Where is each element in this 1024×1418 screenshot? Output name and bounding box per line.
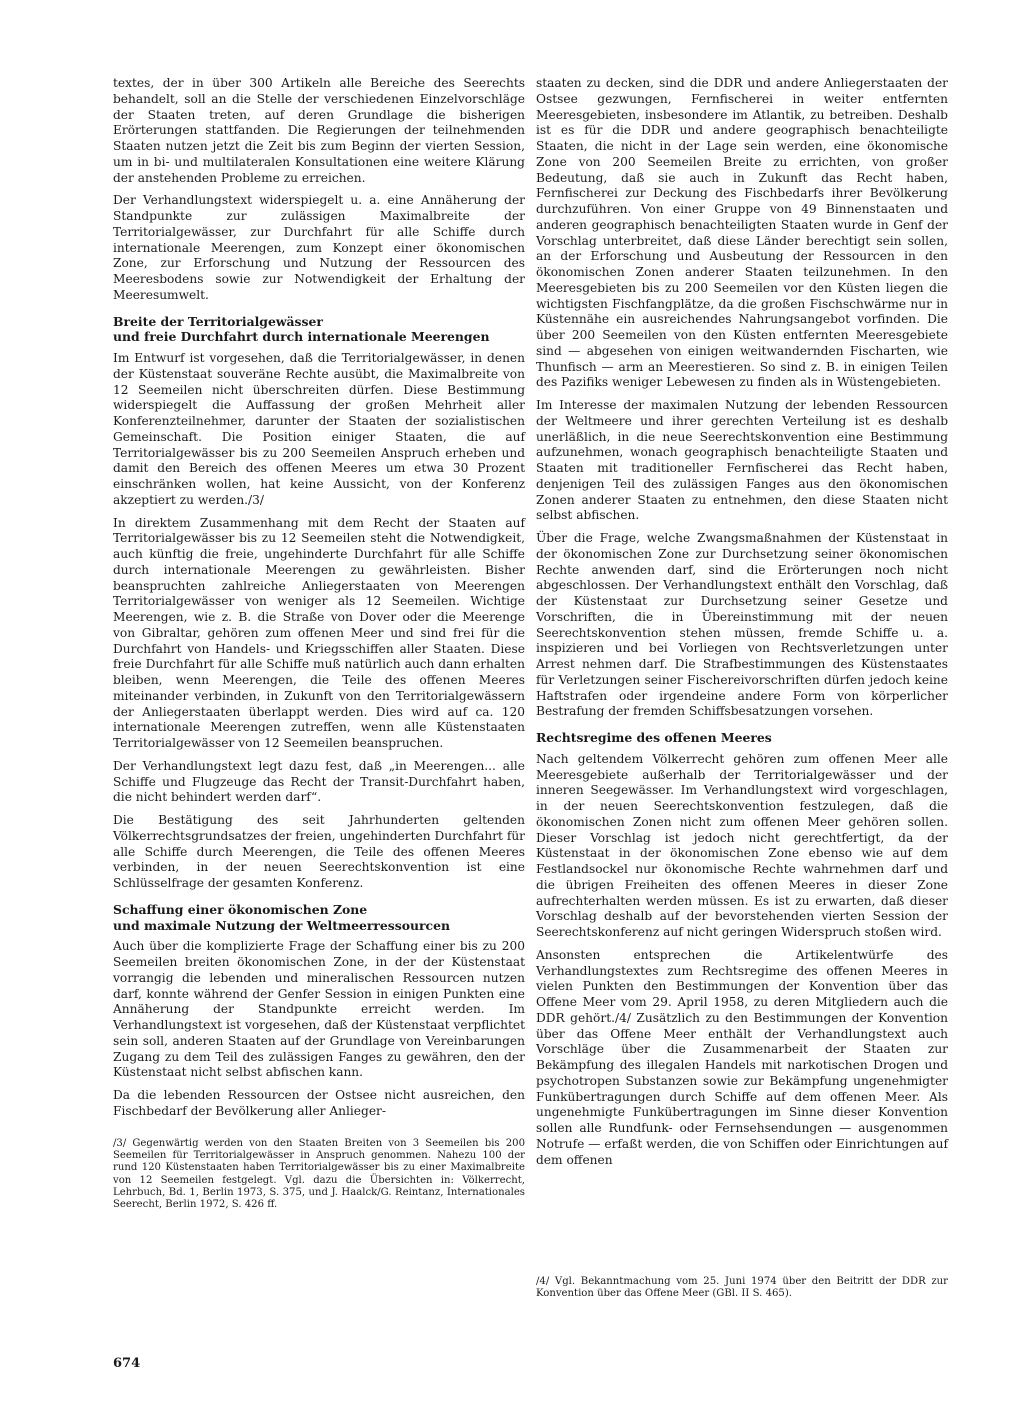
paragraph: Auch über die komplizierte Frage der Schaffung einer bis zu 200 Seemeilen breiten ökonomischen Zone, in der der Küstenstaat vorrangig die lebenden und mineralischen Ressourcen nutzen darf, konnte während der Genfer Session in einigen Punkten eine Annäherung der Standpunkte erreicht werden. Im Verhandlungstext ist vorgesehen, daß der Küstenstaat verpflichtet sein soll, anderen Staaten auf der Grundlage von Vereinbarungen Zugang zu dem Teil des zulässigen Fanges zu gewähren, den der Küstenstaat nicht selbst abfischen kann. [113,939,525,1080]
paragraph: Der Verhandlungstext widerspiegelt u. a. eine Annäherung der Standpunkte zur zulässigen Maximalbreite der Territorialgewässer, zur Durchfahrt für alle Schiffe durch internationale Meerengen, zum Konzept einer ökonomischen Zone, zur Erforschung und Nutzung der Ressourcen des Meeresbodens sowie zur Notwendigkeit der Erhaltung der Meeresumwelt. [113,193,525,302]
paragraph: Nach geltendem Völkerrecht gehören zum offenen Meer alle Meeresgebiete außerhalb der Territorialgewässer und der inneren Seegewässer. Im Verhandlungstext wird vorgeschlagen, in der neuen Seerechtskonvention festzulegen, daß die ökonomischen Zonen nicht zum offenen Meer gehören sollen. Dieser Vorschlag ist jedoch nicht gerechtfertigt, da der Küstenstaat in der ökonomischen Zone ebenso wie auf dem Festlandsockel nur ökonomische Rechte wahrnehmen darf und die übrigen Freiheiten des offenen Meeres in dieser Zone aufrechterhalten werden müssen. Es ist zu erwarten, daß dieser Vorschlag deshalb auf der bevorstehenden vierten Session der Seerechtskonferenz auf nicht geringen Widerspruch stoßen wird. [536,751,948,939]
page-number: 674 [113,1356,141,1371]
paragraph: staaten zu decken, sind die DDR und andere Anliegerstaaten der Ostsee gezwungen, Fernfischerei in weiter entfernten Meeresgebieten, insbesondere im Atlantik, zu betreiben. Deshalb ist es für die DDR und andere geographisch benachteiligte Staaten, die nicht in der Lage sein werden, eine ökonomische Zone von 200 Seemeilen Breite zu errichten, von großer Bedeutung, daß sie auch in Zukunft das Recht haben, Fernfischerei zur Deckung des Fischbedarfs ihrer Bevölkerung durchzuführen. Von einer Gruppe von 49 Binnenstaaten und anderen geographisch benachteiligten Staaten wurde in Genf der Vorschlag unterbreitet, daß diese Länder berechtigt sein sollen, an der Erforschung und Ausbeutung der Ressourcen in den ökonomischen Zonen anderer Staaten teilzunehmen. In den Meeresgebieten bis zu 200 Seemeilen vor den Küsten liegen die wichtigsten Fischfangplätze, da die großen Fischschwärme nur in Küstennähe ein ausreichendes Nahrungsangebot vorfinden. Die über 200 Seemeilen von den Küsten entfernten Meeresgebiete sind — abgesehen von einigen weitwandernden Fischarten, wie Thunfisch — arm an Meerestieren. So sind z. B. in einigen Teilen des Pazifiks weniger Lebewesen zu finden als in Wüstengebieten. [536,76,948,390]
footnote-right [536,1276,948,1300]
paragraph: Im Entwurf ist vorgesehen, daß die Territorialgewässer, in denen der Küstenstaat souveräne Rechte ausübt, die Maximalbreite von 12 Seemeilen nicht überschreiten dürfen. Diese Bestimmung widerspiegelt die Auffassung der großen Mehrheit aller Konferenzteilnehmer, darunter der Staaten der sozialistischen Gemeinschaft. Die Position einiger Staaten, die auf Territorialgewässer bis zu 200 Seemeilen Anspruch erheben und damit den Bereich des offenen Meeres um etwa 30 Prozent einschränken wollen, hat keine Aussicht, von der Konferenz akzeptiert zu werden./3/ [113,351,525,507]
heading-line: Schaffung einer ökonomischen Zone und maximale Nutzung der Weltmeerressourcen [113,901,450,933]
right-column [536,76,948,1175]
left-column [113,76,525,1127]
section-heading: Rechtsregime des offenen Meeres [536,730,772,745]
footnote-4: /4/ Vgl. Bekanntmachung vom 25. Juni 1974 über den Beitritt der DDR zur Konvention über das Offene Meer (GBl. II S. 465). [536,1276,948,1300]
section-heading [113,314,525,346]
footnote-3: /3/ Gegenwärtig werden von den Staaten Breiten von 3 Seemeilen bis 200 Seemeilen für Territorialgewässer in Anspruch genommen. Nahezu 100 der rund 120 Küstenstaaten haben Territorialgewässer bis zu einer Maximalbreite von 12 Seemeilen festgelegt. Vgl. dazu die Übersichten in: Völkerrecht, Lehrbuch, Bd. 1, Berlin 1973, S. 375, und J. Haalck/G. Reintanz, Internationales Seerecht, Berlin 1972, S. 426 ff. [113,1138,525,1211]
paragraph: textes, der in über 300 Artikeln alle Bereiche des Seerechts behandelt, soll an die Stelle der verschiedenen Einzelvorschläge der Staaten treten, auf deren Grundlage die bisherigen Erörterungen stattfanden. Die Regierungen der teilnehmenden Staaten nutzen jetzt die Zeit bis zum Beginn der vierten Session, um in bi- und multilateralen Konsultationen eine weitere Klärung der anstehenden Probleme zu erreichen. [113,76,525,185]
paragraph: Ansonsten entsprechen die Artikelentwürfe des Verhandlungstextes zum Rechtsregime des offenen Meeres in vielen Punkten den Bestimmungen der Konvention über das Offene Meer vom 29. April 1958, zu deren Mitgliedern auch die DDR gehört./4/ Zusätzlich zu den Bestimmungen der Konvention über das Offene Meer enthält der Verhandlungstext auch Vorschläge über die Zusammenarbeit der Staaten zur Bekämpfung des illegalen Handels mit narkotischen Drogen und psychotropen Substanzen sowie zur Bekämpfung ungenehmigter Funkübertragungen durch Schiffe auf dem offenen Meer. Als ungenehmigte Funkübertragungen im Sinne dieser Konvention sollen alle Rundfunk- oder Fernsehsendungen — ausgenommen Notrufe — erfaßt werden, die von Schiffen oder Einrichtungen auf dem offenen [536,947,948,1167]
paragraph: Im Interesse der maximalen Nutzung der lebenden Ressourcen der Weltmeere und ihrer gerechten Verteilung ist es deshalb unerläßlich, in die neue Seerechtskonvention eine Bestimmung aufzunehmen, wonach geographisch benachteiligte Staaten und Staaten mit traditioneller Fernfischerei das Recht haben, denjenigen Teil des zulässigen Fanges aus den ökonomischen Zonen anderer Staaten zu entnehmen, den diese Staaten nicht selbst abfischen. [536,398,948,523]
heading-line: Breite der Territorialgewässer und freie Durchfahrt durch internationale Meerengen [113,313,490,345]
paragraph: Über die Frage, welche Zwangsmaßnahmen der Küstenstaat in der ökonomischen Zone zur Durchsetzung seiner ökonomischen Rechte anwenden darf, sind die Erörterungen noch nicht abgeschlossen. Der Verhandlungstext enthält den Vorschlag, daß der Küstenstaat zur Durchsetzung seiner Gesetze und Vorschriften, die in Übereinstimmung mit der neuen Seerechtskonvention stehen müssen, fremde Schiffe u. a. inspizieren und bei Vorliegen von Rechtsverletzungen unter Arrest nehmen darf. Die Strafbestimmungen des Küstenstaates für Verletzungen seiner Fischereivorschriften dürfen jedoch keine Haftstrafen oder irgendeine andere Form von körperlicher Bestrafung der fremden Schiffsbesatzungen vorsehen. [536,531,948,719]
footnote-left [113,1138,525,1211]
paragraph: Da die lebenden Ressourcen der Ostsee nicht ausreichen, den Fischbedarf der Bevölkerung aller Anlieger- [113,1088,525,1118]
section-heading [113,902,525,934]
paragraph: In direktem Zusammenhang mit dem Recht der Staaten auf Territorialgewässer bis zu 12 Seemeilen steht die Notwendigkeit, auch künftig die freie, ungehinderte Durchfahrt für alle Schiffe durch internationale Meerengen zu gewährleisten. Bisher beanspruchten zahlreiche Anliegerstaaten von Meerengen Territorialgewässer von weniger als 12 Seemeilen. Wichtige Meerengen, wie z. B. die Straße von Dover oder die Meerenge von Gibraltar, gehören zum offenen Meer und sind frei für die Durchfahrt von Handels- und Kriegsschiffen aller Staaten. Diese freie Durchfahrt für alle Schiffe muß natürlich auch dann erhalten bleiben, wenn Meerengen, die Teile des offenen Meeres miteinander verbinden, in Zukunft von den Territorialgewässern der Anliegerstaaten überlappt werden. Dies wird auf ca. 120 internationale Meerengen zutreffen, wenn alle Küstenstaaten Territorialgewässer von 12 Seemeilen beanspruchen. [113,515,525,750]
paragraph: Die Bestätigung des seit Jahrhunderten geltenden Völkerrechtsgrundsatzes der freien, ungehinderten Durchfahrt für alle Schiffe durch Meerengen, die Teile des offenen Meeres verbinden, in der neuen Seerechtskonvention ist eine Schlüsselfrage der gesamten Konferenz. [113,813,525,890]
paragraph: Der Verhandlungstext legt dazu fest, daß „in Meerengen... alle Schiffe und Flugzeuge das Recht der Transit-Durchfahrt haben, die nicht behindert werden darf“. [113,758,525,805]
